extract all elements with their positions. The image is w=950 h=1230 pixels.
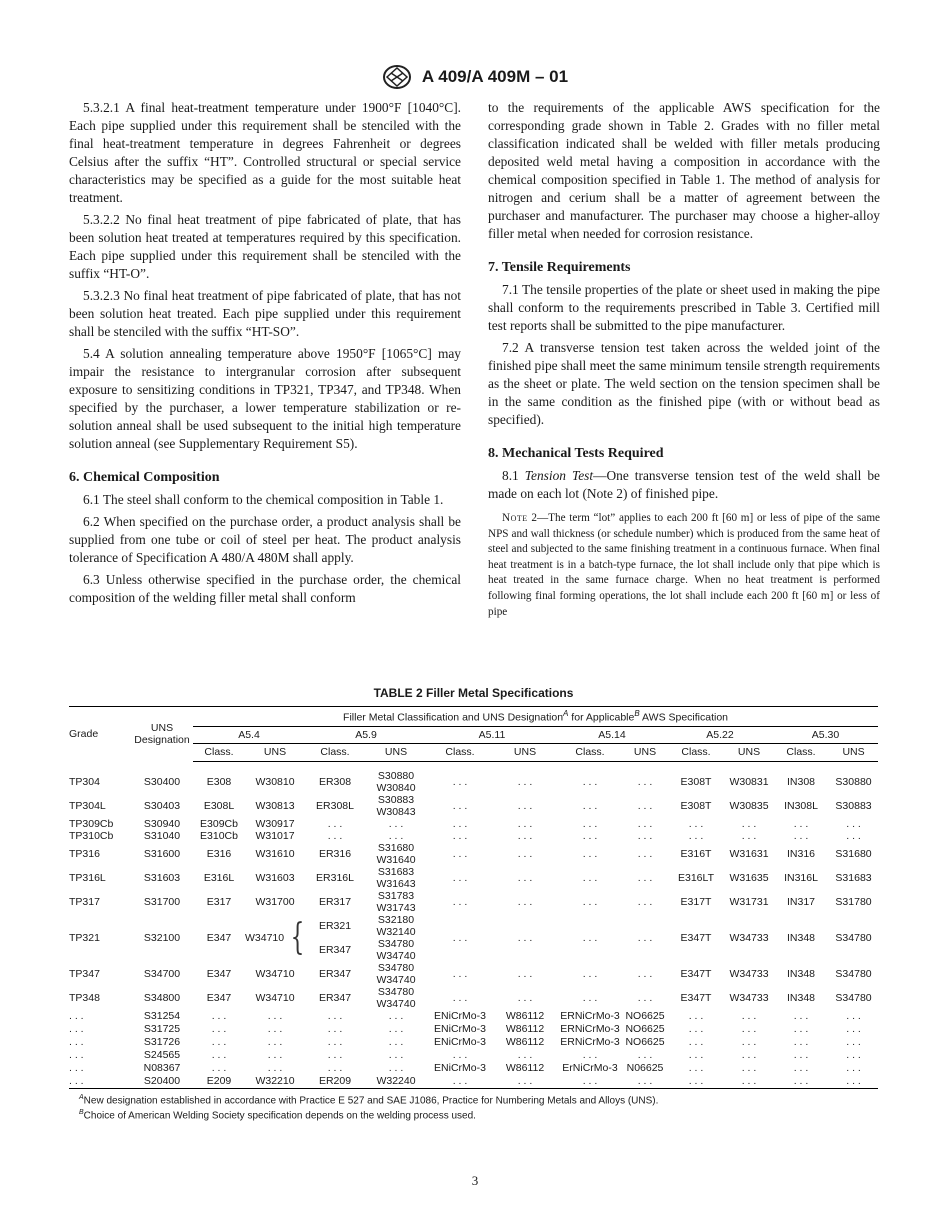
table-cell: . . . [211, 1036, 227, 1048]
table-cell: . . . [829, 1075, 878, 1089]
table-row [69, 914, 878, 962]
table-cell: IN308 [786, 775, 816, 788]
table-cell: IN348 [786, 931, 816, 944]
header-uns: UNS [245, 743, 305, 761]
table-cell: ER347 [318, 967, 352, 980]
table-row [69, 1036, 878, 1049]
header-uns: UNS [493, 743, 557, 761]
table-cell: . . . [741, 1062, 757, 1074]
table-cell: W34733 [729, 991, 769, 1004]
table-cell: . . . [793, 1010, 809, 1022]
paragraph-7-1: 7.1 The tensile properties of the plate or sheet used in making the pipe shall conform to the requirements prescribed in Table 3. Certified mill test reports shall be submitted to the pipe manufacturer. [488, 282, 880, 333]
filler-metal-table [69, 706, 878, 1089]
table-cell: ER316L [316, 871, 354, 884]
table-cell: E308 [206, 775, 232, 788]
table-2 [69, 686, 878, 1122]
table-cell: . . . [327, 1062, 343, 1074]
table-cell: . . . [623, 1075, 667, 1089]
paragraph-8-1-number: 8.1 [502, 468, 519, 483]
table-cell: . . . . . . [452, 817, 468, 842]
table-cell: . . . [517, 871, 533, 884]
table-cell: . . . [582, 847, 598, 860]
table-row [69, 1010, 878, 1023]
table-cell: . . . . . . [637, 817, 653, 842]
table-cell: . . . [793, 1062, 809, 1074]
table-cell: . . . [327, 1023, 343, 1035]
table-cell: E209 [193, 1075, 245, 1089]
table-cell: W31731 [729, 895, 769, 908]
table-cell: . . . [637, 799, 653, 812]
table-cell: . . . [452, 895, 468, 908]
table-cell: E317 [206, 895, 232, 908]
table-cell: E316L [203, 871, 235, 884]
table-cell: S31683 [835, 871, 872, 884]
table-cell: S34780 [835, 967, 872, 980]
note-2 [488, 511, 880, 620]
paragraph-6-2: 6.2 When specified on the purchase order, a product analysis shall be supplied from one tube or coil of steel per heat. The product analysis tolerance of Specification A 480/A 480M shall apply. [69, 514, 461, 565]
table-cell: . . . [517, 967, 533, 980]
cell-grade: TP348 [69, 991, 100, 1004]
table-cell: E347T [680, 967, 712, 980]
cell-uns: S31254 [143, 1010, 181, 1022]
table-footnotes [69, 1092, 878, 1123]
table-cell: ERNiCrMo-3 [560, 1036, 620, 1048]
table-cell: . . . [517, 799, 533, 812]
table-cell: ERNiCrMo-3 [560, 1010, 620, 1022]
table-row [69, 1023, 878, 1036]
cell-grade: TP304L [69, 799, 106, 812]
table-cell: . . . [388, 1023, 404, 1035]
table-cell: S30883 [835, 799, 872, 812]
table-cell: IN316 [786, 847, 816, 860]
table-row [69, 1075, 878, 1089]
table-cell: ENiCrMo-3 [434, 1062, 486, 1074]
astm-logo-icon [382, 64, 412, 90]
cell-uns: S32100 [143, 931, 181, 944]
table-cell: . . . [793, 1036, 809, 1048]
table-cell: S30880 W30840 [376, 769, 416, 794]
table-cell: . . . [452, 847, 468, 860]
table-cell: ENiCrMo-3 [434, 1010, 486, 1022]
table-cell: . . . [211, 1049, 227, 1061]
header-filler-metal-classification: Filler Metal Classification and UNS Designation$^A$ for Applicable$^B$ AWS Specification [193, 707, 878, 727]
table-cell: IN348 [786, 967, 816, 980]
footnote-a: $^A$New designation established in accordance with Practice E 527 and SAE J1086, Practice for Numbering Metals and Alloys (UNS). [79, 1093, 659, 1106]
table-cell: . . . [327, 1010, 343, 1022]
table-cell: . . . . . . [688, 817, 704, 842]
table-cell: W34710 { [245, 916, 305, 958]
table-cell: W86112 [505, 1010, 545, 1022]
table-cell: ER321 ER347 [318, 919, 352, 956]
table-cell: NO6625 [625, 1023, 665, 1035]
table-cell: W34710 [255, 991, 295, 1004]
table-cell: E347 [206, 991, 232, 1004]
cell-uns: S34700 [143, 967, 181, 980]
paragraph-8-1 [488, 467, 880, 503]
table-row [69, 986, 878, 1010]
table-cell: . . . . . . [517, 817, 533, 842]
cell-grade: . . . [69, 1023, 84, 1035]
cell-grade: TP304 [69, 775, 100, 788]
table-cell: . . . [637, 1049, 653, 1061]
paragraph-6-1: 6.1 The steel shall conform to the chemical composition in Table 1. [83, 492, 444, 507]
table-cell: . . . [267, 1010, 283, 1022]
table-cell: IN348 [786, 991, 816, 1004]
cell-grade: TP321 [69, 931, 100, 944]
table-cell: . . . [637, 775, 653, 788]
table-row [69, 818, 878, 842]
table-row [69, 842, 878, 866]
table-cell: . . . [452, 991, 468, 1004]
table-cell: . . . [267, 1049, 283, 1061]
cell-grade: TP316 [69, 847, 100, 860]
paragraph-7-2: 7.2 A transverse tension test taken across the welded joint of the finished pipe shall meet the same minimum tensile strength requirements as the sheet or plate. The weld section on the tension specimen shall be in the same condition as the finished pipe (with or without bead as specified). [488, 340, 880, 427]
table-cell: W34733 [729, 931, 769, 944]
header-class: Class. [305, 743, 365, 761]
cell-grade: . . . [69, 1075, 131, 1089]
table-cell: . . . . . . [582, 817, 598, 842]
cell-grade: TP309Cb TP310Cb [69, 817, 114, 842]
table-cell: W34733 [729, 967, 769, 980]
table-cell: . . . [773, 1075, 829, 1089]
table-cell: . . . [452, 931, 468, 944]
cell-uns: S34800 [143, 991, 181, 1004]
table-cell: N06625 [626, 1062, 664, 1074]
header-uns: UNS [725, 743, 773, 761]
table-cell: ER317 [318, 895, 352, 908]
header-spec-A5-4: A5.4 [193, 726, 305, 743]
paragraph-5-3-2-3: 5.3.2.3 No final heat treatment of pipe fabricated of plate, that has not been solution heat treated. Each pipe supplied under this requirement shall be stenciled with the suffix “HT-SO”. [69, 288, 461, 339]
table-cell: . . . . . . [846, 817, 861, 842]
table-cell: W31603 [255, 871, 295, 884]
paragraph-5-4: 5.4 A solution annealing temperature above 1950°F [1065°C] may impair the resistance to intergranular corrosion after subsequent exposure to sensitizing conditions in TP321, TP347, and TP348. When specified by the purchaser, a lower temperature stabilization or re-solution anneal shall be used subsequent to the initial high temperature solution anneal (see Supplementary Requirement S5). [69, 346, 461, 451]
table-cell: . . . [211, 1023, 227, 1035]
table-cell: . . . [637, 895, 653, 908]
table-cell: S34780 [835, 991, 872, 1004]
table-cell: . . . [267, 1036, 283, 1048]
table-cell: IN316L [784, 871, 818, 884]
table-cell: W30835 [729, 799, 769, 812]
table-cell: E316 [206, 847, 232, 860]
cell-grade: . . . [69, 1062, 84, 1074]
table-cell: S34780 [835, 931, 872, 944]
table-cell: E347 [206, 931, 232, 944]
table-cell: . . . [517, 895, 533, 908]
section-8-heading: 8. Mechanical Tests Required [488, 446, 664, 461]
table-cell: . . . [327, 1049, 343, 1061]
table-cell: . . . [211, 1062, 227, 1074]
table-row [69, 1062, 878, 1075]
note-label: Note [502, 512, 528, 524]
table-cell: . . . [667, 1075, 725, 1089]
table-cell: . . . [688, 1036, 704, 1048]
cell-uns: S30403 [143, 799, 181, 812]
table-cell: IN308L [784, 799, 818, 812]
cell-grade: . . . [69, 1010, 84, 1022]
table-cell: . . . . . . [327, 817, 343, 842]
table-cell: E316LT [678, 871, 714, 884]
table-row [69, 962, 878, 986]
table-cell: S31783 W31743 [376, 889, 416, 914]
table-cell: . . . [846, 1023, 861, 1035]
table-cell: . . . [517, 991, 533, 1004]
table-cell: S30880 [835, 775, 872, 788]
table-cell: W31631 [729, 847, 769, 860]
table-row [69, 1049, 878, 1062]
header-uns: UNS [365, 743, 427, 761]
table-cell: . . . [741, 1036, 757, 1048]
cell-uns: S24565 [143, 1049, 181, 1061]
table-cell: . . . [517, 775, 533, 788]
table-cell: . . . [741, 1023, 757, 1035]
table-cell: . . . [725, 1075, 773, 1089]
table-cell: . . . [582, 799, 598, 812]
table-cell: . . . [741, 1049, 757, 1061]
cell-grade: TP347 [69, 967, 100, 980]
cell-uns: S31725 [143, 1023, 181, 1035]
table-cell: . . . . . . [388, 817, 404, 842]
header-class: Class. [427, 743, 493, 761]
table-cell: W30810 [255, 775, 295, 788]
cell-grade: TP316L [69, 871, 106, 884]
table-cell: . . . [688, 1010, 704, 1022]
table-cell: . . . [452, 1049, 468, 1061]
table-cell: . . . [452, 799, 468, 812]
cell-uns: S20400 [131, 1075, 193, 1089]
table-cell: E317T [680, 895, 712, 908]
table-cell: ENiCrMo-3 [434, 1036, 486, 1048]
table-cell: E347T [680, 991, 712, 1004]
page-header [0, 64, 950, 90]
table-cell: ER347 [318, 991, 352, 1004]
table-cell: W31635 [729, 871, 769, 884]
table-cell: . . . [846, 1010, 861, 1022]
header-class: Class. [667, 743, 725, 761]
table-cell: . . . [267, 1062, 283, 1074]
cell-uns: S30400 [143, 775, 181, 788]
table-cell: S31680 [835, 847, 872, 860]
cell-uns: S31700 [143, 895, 181, 908]
table-cell: ER209 [305, 1075, 365, 1089]
table-cell: . . . [267, 1023, 283, 1035]
table-cell: S31683 W31643 [376, 865, 416, 890]
table-cell: W30831 [729, 775, 769, 788]
paragraph-6-3: 6.3 Unless otherwise specified in the purchase order, the chemical composition of the welding filler metal shall conform [69, 572, 461, 605]
table-cell: E316T [680, 847, 712, 860]
table-cell: . . . [493, 1075, 557, 1089]
header-uns-designation: UNS Designation [131, 707, 193, 762]
table-cell: W31610 [255, 847, 295, 860]
table-row [69, 866, 878, 890]
table-cell: . . . [637, 931, 653, 944]
table-cell: . . . [388, 1049, 404, 1061]
table-cell: . . . [452, 967, 468, 980]
table-cell: . . . [452, 775, 468, 788]
table-cell: W86112 [505, 1062, 545, 1074]
table-cell: . . . [388, 1062, 404, 1074]
table-cell: W31700 [255, 895, 295, 908]
header-class: Class. [773, 743, 829, 761]
table-cell: . . . [557, 1075, 623, 1089]
paragraph-8-1-title: Tension Test [524, 468, 594, 483]
table-cell: W30917 W31017 [255, 817, 295, 842]
table-cell: . . . [517, 931, 533, 944]
cell-uns: N08367 [143, 1062, 181, 1074]
table-cell: ErNiCrMo-3 [562, 1062, 618, 1074]
table-cell: . . . [637, 991, 653, 1004]
paragraph-8-1-text: —One transverse tension test of the weld shall be made on each lot (Note 2) of finished pipe. [488, 468, 880, 501]
table-cell: . . . [517, 847, 533, 860]
table-cell: . . . [211, 1010, 227, 1022]
right-column [488, 99, 880, 620]
cell-uns: S31603 [143, 871, 181, 884]
table-cell: . . . [582, 775, 598, 788]
table-cell: . . . [688, 1062, 704, 1074]
table-cell: . . . [582, 991, 598, 1004]
table-cell: . . . [846, 1049, 861, 1061]
header-spec-A5-11: A5.11 [427, 726, 557, 743]
footnote-b: $^B$Choice of American Welding Society specification depends on the welding process used. [79, 1108, 476, 1122]
table-cell: . . . [327, 1036, 343, 1048]
page-number: 3 [471, 1173, 479, 1188]
table-cell: E309Cb E310Cb [200, 817, 238, 842]
header-grade: Grade [69, 707, 131, 762]
table-row [69, 794, 878, 818]
header-uns: UNS [829, 743, 878, 761]
cell-uns: S30940 S31040 [143, 817, 181, 842]
table-cell: . . . [637, 871, 653, 884]
table-cell: . . . [637, 847, 653, 860]
table-cell: W30813 [255, 799, 295, 812]
left-column [69, 99, 461, 607]
table-cell: . . . [846, 1036, 861, 1048]
table-cell: . . . [452, 871, 468, 884]
header-spec-A5-30: A5.30 [773, 726, 878, 743]
table-cell: E308T [680, 799, 712, 812]
table-cell: S31780 [835, 895, 872, 908]
table-cell: . . . [741, 1010, 757, 1022]
paragraph-5-3-2-1: 5.3.2.1 A final heat-treatment temperature under 1900°F [1040°C]. Each pipe supplied under this requirement shall be stenciled with the final heat-treatment temperature in degrees Fahrenheit or degrees Celsius after the suffix “HT”. Controlled structural or special service characteristics may be specified as a guide for the most suitable heat treatment. [69, 100, 461, 205]
table-cell: NO6625 [625, 1010, 665, 1022]
table-row [69, 890, 878, 914]
table-cell: S34780 W34740 [376, 985, 416, 1010]
standard-designation: A 409/A 409M – 01 [421, 67, 569, 86]
paragraph-5-3-2-2: 5.3.2.2 No final heat treatment of pipe fabricated of plate, that has been solution heat treated at temperatures required by this specification. Each pipe supplied under this requirement shall be stenciled with the suffix “HT-O”. [69, 212, 461, 281]
header-spec-A5-9: A5.9 [305, 726, 427, 743]
table-cell: . . . [582, 895, 598, 908]
section-6-heading: 6. Chemical Composition [69, 470, 220, 485]
table-row [69, 770, 878, 794]
table-cell: . . . [388, 1010, 404, 1022]
header-class: Class. [193, 743, 245, 761]
header-uns: UNS [623, 743, 667, 761]
table-cell: ERNiCrMo-3 [560, 1023, 620, 1035]
table-cell: E308L [203, 799, 235, 812]
table-cell: . . . [688, 1049, 704, 1061]
table-cell: . . . [582, 871, 598, 884]
table-cell: W32240 [365, 1075, 427, 1089]
cell-uns: S31726 [143, 1036, 181, 1048]
table-cell: IN317 [786, 895, 816, 908]
cell-uns: S31600 [143, 847, 181, 860]
cell-grade: . . . [69, 1036, 84, 1048]
table-cell: ENiCrMo-3 [434, 1023, 486, 1035]
table-cell: . . . [582, 1049, 598, 1061]
table-cell: . . . [793, 1023, 809, 1035]
table-cell: . . . [793, 1049, 809, 1061]
table-cell: E347 [206, 967, 232, 980]
table-cell: W34710 [255, 967, 295, 980]
table-cell: . . . [388, 1036, 404, 1048]
table-cell: . . . [688, 1023, 704, 1035]
table-caption: TABLE 2 Filler Metal Specifications [373, 686, 574, 700]
table-cell: E308T [680, 775, 712, 788]
table-cell: . . . [582, 931, 598, 944]
table-cell: ER316 [318, 847, 352, 860]
cell-grade: . . . [69, 1049, 84, 1061]
table-cell: W86112 [505, 1023, 545, 1035]
cell-grade: TP317 [69, 895, 100, 908]
table-cell: . . . [427, 1075, 493, 1089]
table-cell: S32180 W32140 S34780 W34740 [376, 913, 416, 962]
section-7-heading: 7. Tensile Requirements [488, 260, 631, 275]
table-cell: E347T [680, 931, 712, 944]
table-cell: . . . [846, 1062, 861, 1074]
table-cell: . . . [582, 967, 598, 980]
table-cell: NO6625 [625, 1036, 665, 1048]
brace-icon: { [290, 916, 305, 958]
table-cell: ER308 [318, 775, 352, 788]
table-cell: S30883 W30843 [376, 793, 416, 818]
header-spec-A5-14: A5.14 [557, 726, 667, 743]
table-cell: . . . [517, 1049, 533, 1061]
header-spec-A5-22: A5.22 [667, 726, 773, 743]
table-cell: . . . . . . [741, 817, 757, 842]
table-cell: ER308L [316, 799, 354, 812]
table-cell: . . . [637, 967, 653, 980]
table-cell: S34780 W34740 [376, 961, 416, 986]
note-2-text: 2—The term “lot” applies to each 200 ft [60 m] or less of pipe of the same NPS and wall thickness (or schedule number) which is produced from the same heat of steel and subjected to the same finishing treatment in a continuous furnace. When final heat treatment is in a batch-type furnace, the lot shall include only that pipe which is heat treated in the same furnace charge. When no heat treatment is performed following final forming operations, the lot shall include each 200 ft [60 m] or less of pipe [488, 512, 880, 618]
paragraph-6-3-continued: to the requirements of the applicable AWS specification for the corresponding grade shown in Table 2. Grades with no filler metal classification indicated shall be welded with filler metals producing deposited weld metal having a composition in accordance with the chemical composition specified in Table 1. The method of analysis for nitrogen and cerium shall be a matter of agreement between the purchaser and manufacturer. The purchaser may choose a higher-alloy filler metal when needed for corrosion resistance. [488, 100, 880, 241]
table-cell: W86112 [505, 1036, 545, 1048]
table-cell: S31680 W31640 [376, 841, 416, 866]
table-cell: W32210 [245, 1075, 305, 1089]
header-class: Class. [557, 743, 623, 761]
table-cell: . . . . . . [793, 817, 809, 842]
